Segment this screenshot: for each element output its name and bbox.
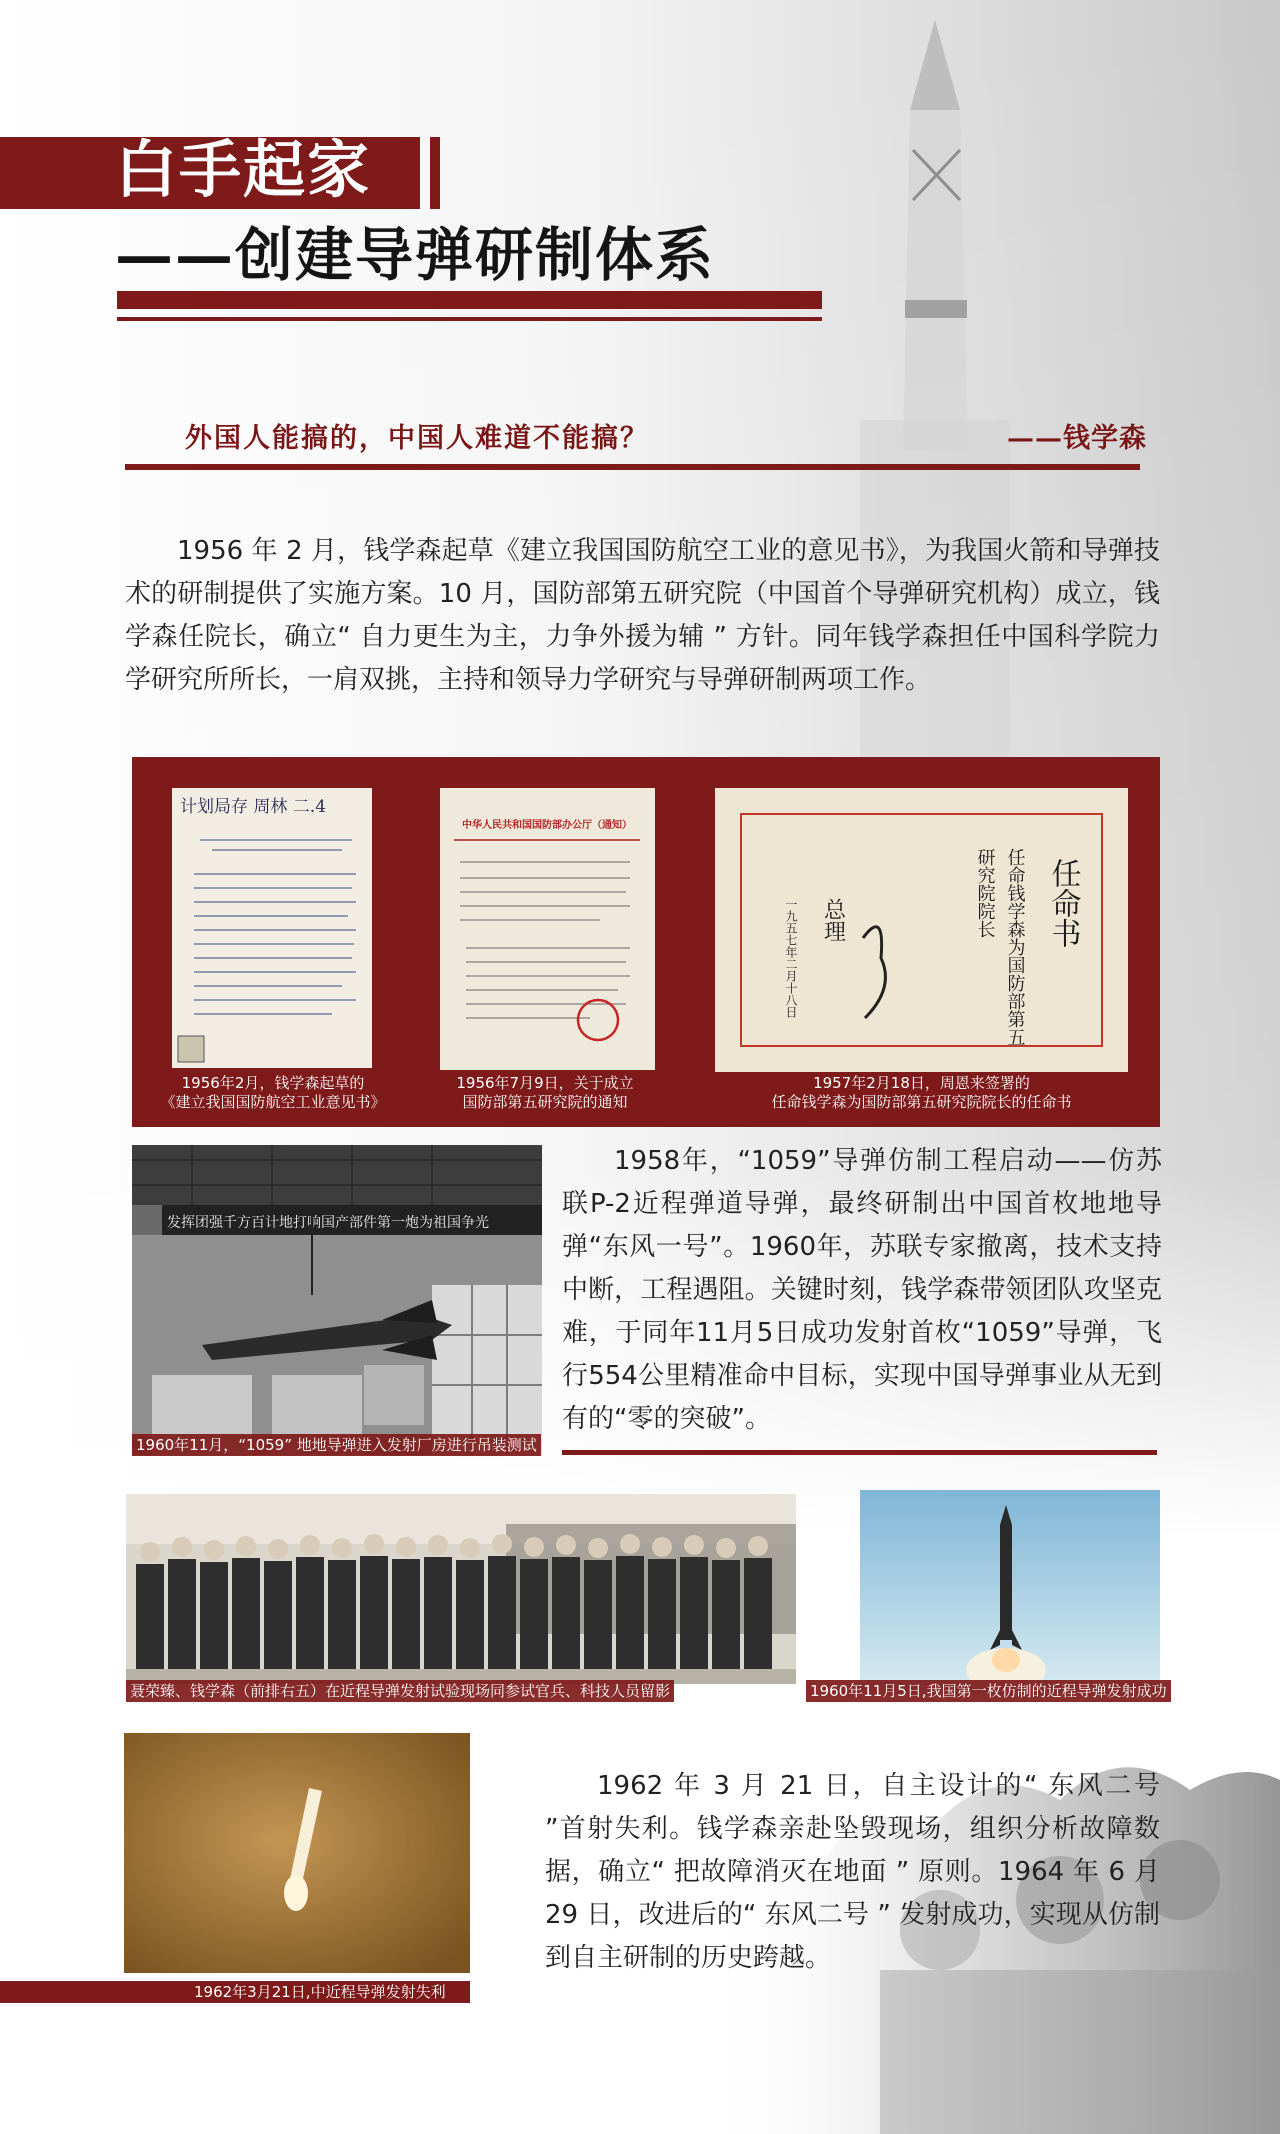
quote-underline (125, 464, 1140, 470)
doc-notice-caption-line2: 国防部第五研究院的通知 (462, 1093, 628, 1111)
paragraph-1962-text: 1962 年 3 月 21 日，自主设计的“ 东风二号 ”首射失利。钱学森亲赴坠毁现场，组织分析故障数据，确立“ 把故障消灭在地面 ” 原则。1964 年 6 月 29 日，改进后的“ 东风二号 ” 发射成功，实现从仿制到自主研制的历史跨越。 (545, 1771, 1160, 1973)
title-underline-thin (117, 317, 822, 321)
quote-author: ——钱学森 (1007, 423, 1147, 454)
doc-appointment-col3: 研究院院长 (974, 848, 996, 938)
doc-appointment-caption-line1: 1957年2月18日，周恩来签署的 (813, 1074, 1030, 1092)
paragraph-1958-underline (562, 1450, 1157, 1455)
doc-proposal-caption-line2: 《建立我国国防航空工业意见书》 (160, 1093, 386, 1111)
paragraph-1958 (562, 1140, 1162, 1441)
factory-photo (132, 1145, 542, 1455)
doc-appointment-col5: 一九五七年二月十八日 (784, 898, 798, 1018)
group-photo (126, 1494, 796, 1684)
factory-banner-text: 发挥团强千方百计地打响国产部件第一炮为祖国争光 (167, 1215, 489, 1231)
launch-1960-caption: 1960年11月5日,我国第一枚仿制的近程导弹发射成功 (806, 1680, 1171, 1702)
failure-1962-photo (124, 1733, 470, 1973)
paragraph-1956 (125, 530, 1160, 702)
group-photo-caption: 聂荣臻、钱学森（前排右五）在近程导弹发射试验现场同参试官兵、科技人员留影 (126, 1680, 674, 1702)
page-subtitle: ——创建导弹研制体系 (115, 221, 716, 289)
quote-text: 外国人能搞的，中国人难道不能搞？ (185, 423, 649, 454)
title-underline-thick (117, 291, 822, 309)
doc-notice-letterhead: 中华人民共和国国防部办公厅（通知） (462, 820, 632, 831)
doc-notice-image (440, 788, 655, 1070)
doc-appointment-col4: 总理 (820, 898, 846, 942)
doc-notice-caption-line1: 1956年7月9日，关于成立 (456, 1074, 634, 1092)
paragraph-1958-text: 1958年，“1059”导弹仿制工程启动——仿苏联P-2近程弹道导弹，最终研制出中国首枚地地导弹“东风一号”。1960年，苏联专家撤离，技术支持中断，工程遇阻。关键时刻，钱学森带领团队攻坚克难，于同年11月5日成功发射首枚“1059”导弹，飞行554公里精准命中目标，实现中国导弹事业从无到有的“零的突破”。 (562, 1146, 1162, 1434)
doc-proposal-handwriting: 计划局存 周林 二.4 (180, 797, 327, 817)
doc-appointment-col1: 任命书 (1045, 858, 1081, 948)
doc-proposal-image (172, 788, 372, 1068)
doc-appointment-caption-line2: 任命钱学森为国防部第五研究院院长的任命书 (771, 1093, 1072, 1111)
factory-photo-caption: 1960年11月，“1059” 地地导弹进入发射厂房进行吊装测试 (132, 1434, 541, 1456)
doc-appointment-col2: 任命钱学森为国防部第五 (1004, 848, 1026, 1046)
title-bar-tick (430, 137, 440, 209)
paragraph-1962 (545, 1765, 1160, 1980)
launch-1960-photo (860, 1490, 1160, 1695)
doc-notice-caption (420, 1074, 670, 1112)
doc-proposal-caption-line1: 1956年2月，钱学森起草的 (181, 1074, 365, 1092)
page-title: 白手起家 (115, 133, 372, 206)
doc-appointment-caption (715, 1074, 1128, 1112)
doc-appointment-image (715, 788, 1128, 1072)
failure-1962-caption: 1962年3月21日,中近程导弹发射失利 (194, 1983, 446, 2001)
doc-proposal-caption (148, 1074, 398, 1112)
paragraph-1956-text: 1956 年 2 月，钱学森起草《建立我国国防航空工业的意见书》，为我国火箭和导弹技术的研制提供了实施方案。10 月，国防部第五研究院（中国首个导弹研究机构）成立，钱学森任院长，确立“ 自力更生为主，力争外援为辅 ” 方针。同年钱学森担任中国科学院力学研究所所长，一肩双挑，主持和领导力学研究与导弹研制两项工作。 (125, 536, 1160, 695)
